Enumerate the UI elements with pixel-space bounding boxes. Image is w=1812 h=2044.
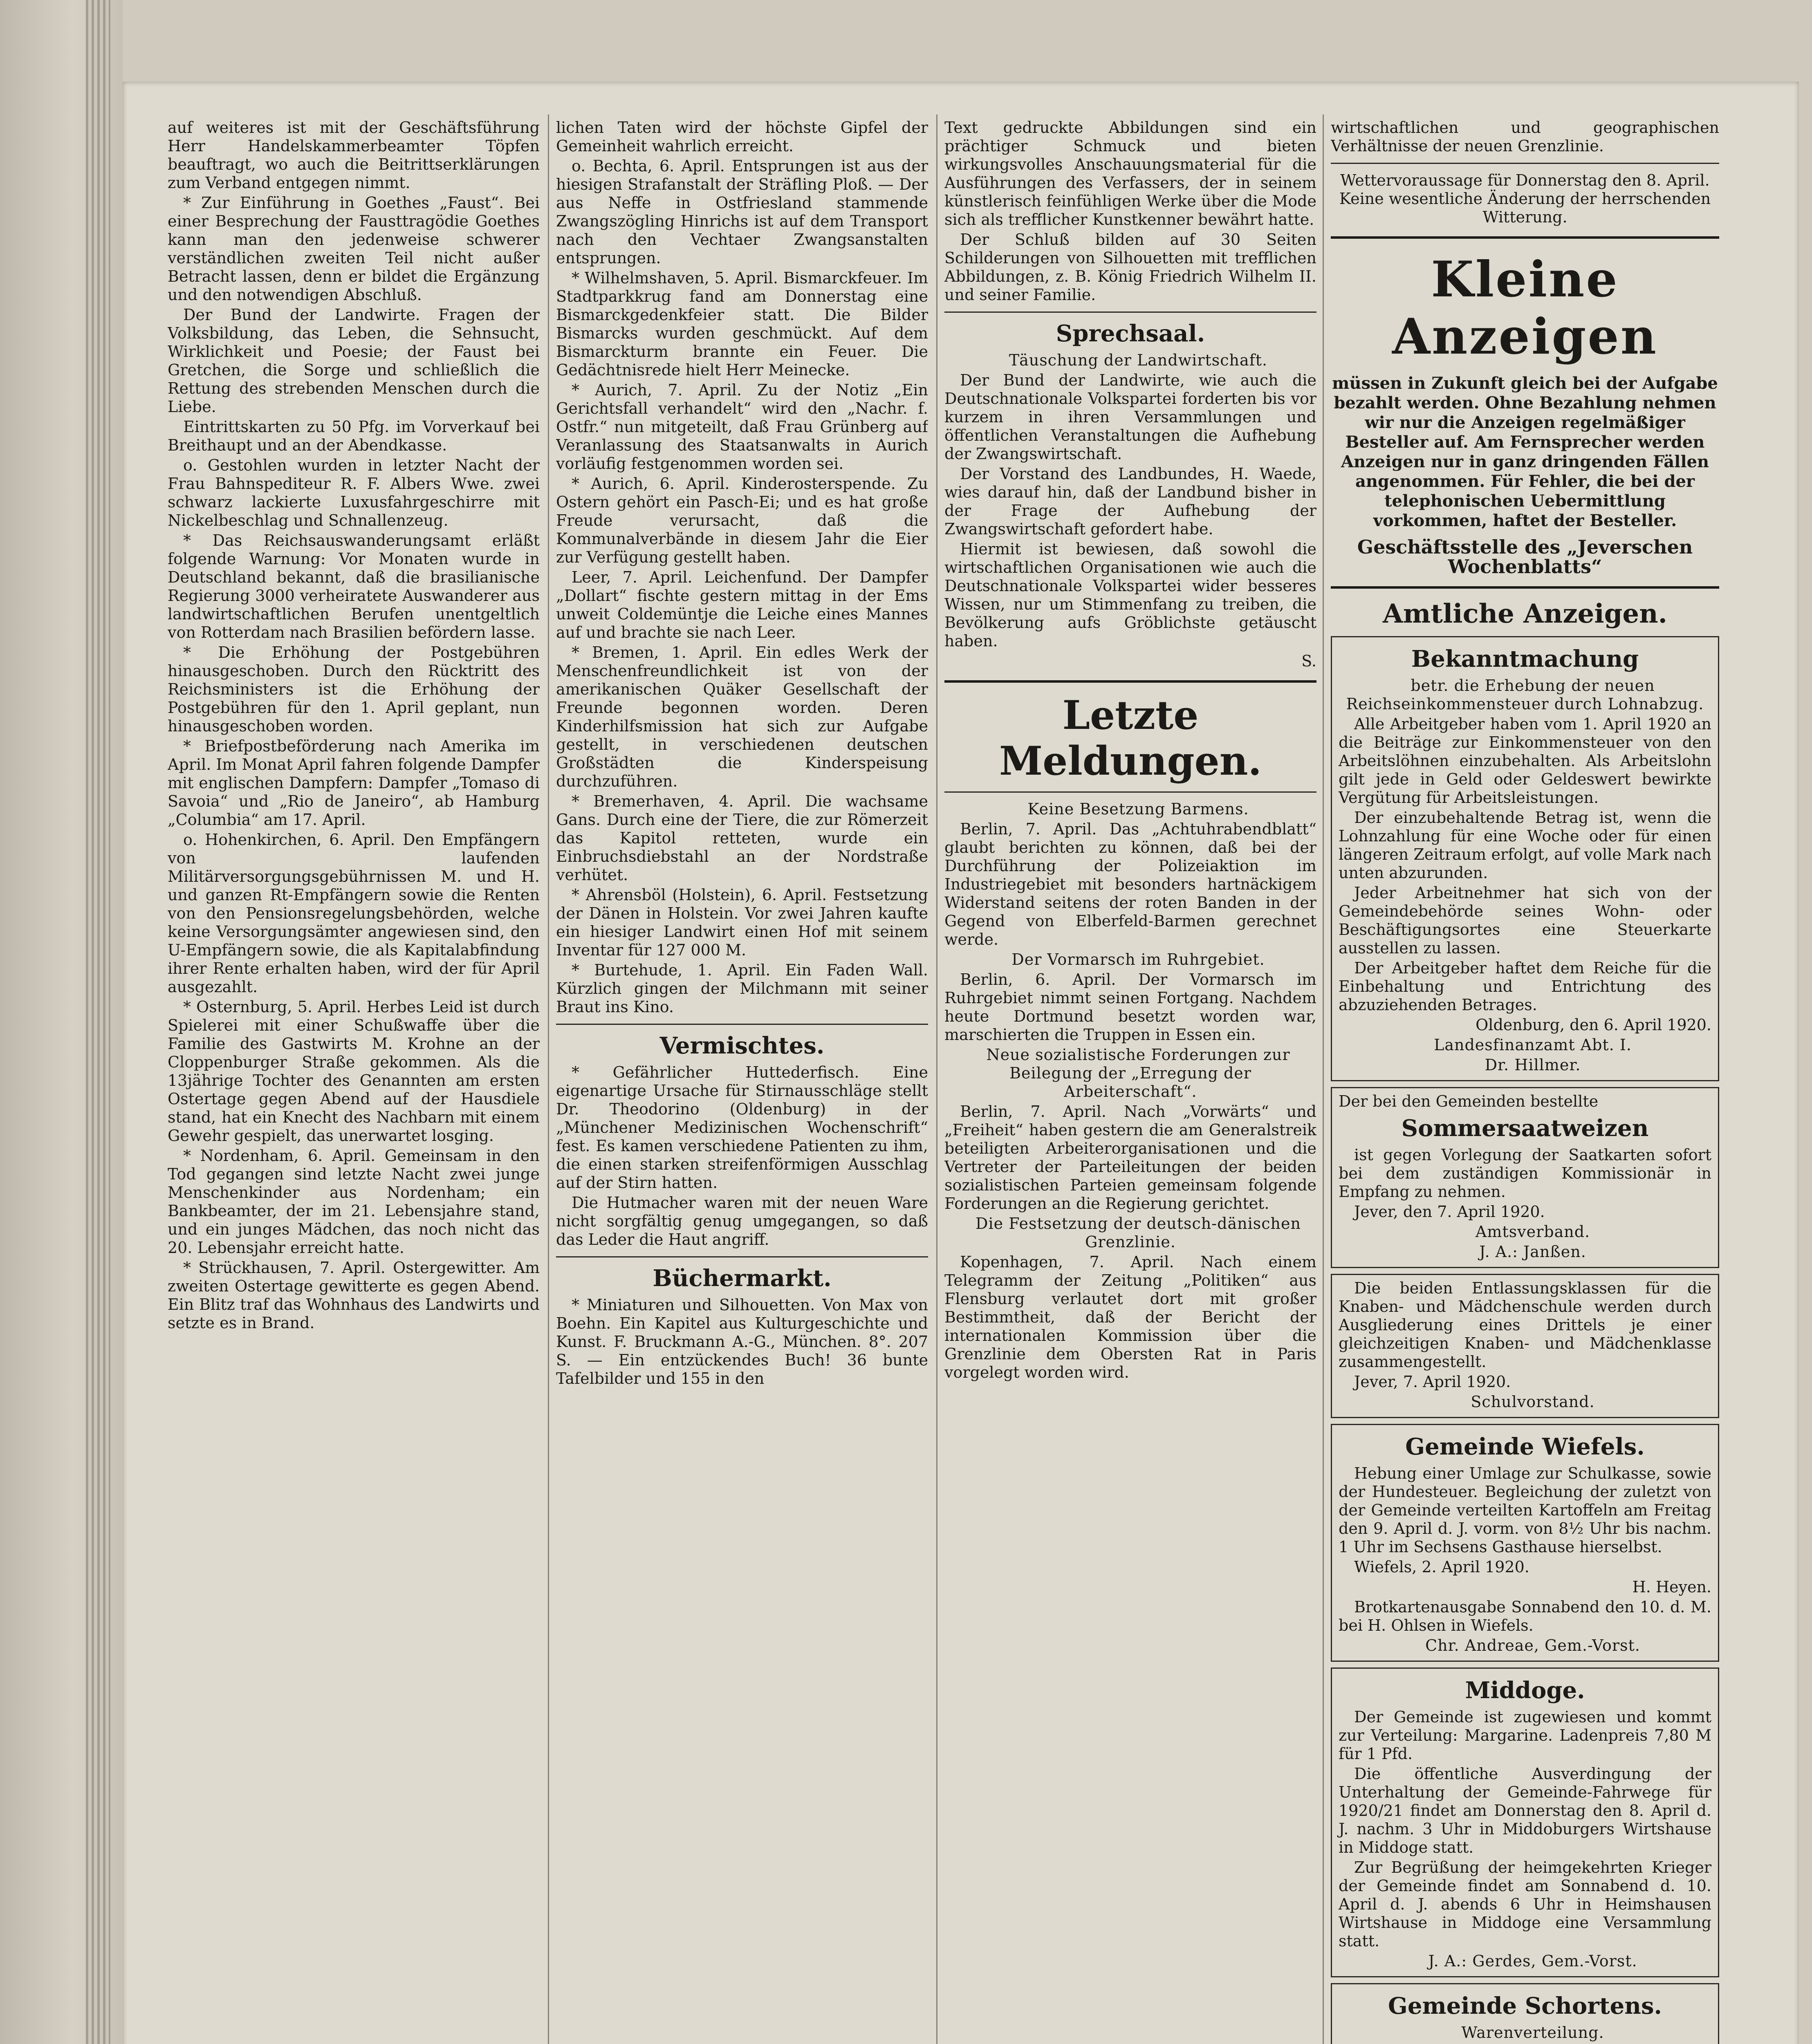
article-paragraph: * Bremen, 1. April. Ein edles Werk der Menschenfreundlichkeit ist von der amerikanischen Quäker Gesellschaft der Freunde begonnen worden. Deren Kinderhilfsmission hat sich zur Aufgabe gestellt, in verschiedenen deutschen Großstädten die Kinderspeisung durchzuführen. [556,643,928,790]
article-paragraph: Kopenhagen, 7. April. Nach einem Telegramm der Zeitung „Politiken“ aus Flensburg verlautet dort mit großer Bestimmtheit, daß der Bericht der internationalen Kommission über die Grenzlinie dem Obersten Rat in Paris vorgelegt worden wird. [944,1253,1316,1381]
notice-title: Middoge. [1465,1677,1585,1704]
article-paragraph: * Aurich, 6. April. Kinderosterspende. Zu Ostern gehört ein Pasch-Ei; und es hat große Freude verursacht, daß die Kommunalverbände in diesem Jahr die Eier zur Verfügung gestellt haben. [556,475,928,566]
notice-schortens [1331,1983,1719,2044]
notice-signature: Schulvorstand. [1471,1393,1595,1411]
notice-signature: J. A.: Gerdes, Gem.-Vorst. [1428,1952,1637,1970]
notice-paragraph: Zur Begrüßung der heimgekehrten Krieger der Gemeinde findet am Sonnabend d. 10. April d. J. abends 6 Uhr in Heimshausen Wirtshause in Middoge eine Versammlung statt. [1339,1858,1711,1950]
column-rule [548,114,549,2044]
notice-signature: H. Heyen. [1632,1578,1711,1596]
notice-place-date: Wiefels, 2. April 1920. [1354,1558,1529,1576]
notice-signature: Dr. Hillmer. [1485,1056,1581,1074]
notice-paragraph: Die beiden Entlassungsklassen für die Knaben- und Mädchenschule werden durch Ausgliederung eines Drittels je einer gleichzeitigen Knaben- und Mädchenklasse zusammengestellt. [1339,1279,1711,1371]
notice-subtitle: Warenverteilung. [1461,2024,1604,2042]
notice-place-date: Jever, 7. April 1920. [1354,1373,1511,1391]
article-paragraph: * Osternburg, 5. April. Herbes Leid ist durch Spielerei mit einer Schußwaffe über die Familie des Gastwirts M. Krohne an der Cloppenburger Straße gekommen. Als die 13jährige Tochter des Genannten am ersten Ostertage gegen Abend auf der Hausdiele stand, hat ein Knecht des Nachbarn mit einem Gewehr gespielt, das unerwartet losging. [168,998,540,1145]
ads-signature: Geschäftsstelle des „Jeverschen Wochenblatts“ [1357,536,1693,578]
article-paragraph: * Nordenham, 6. April. Gemeinsam in den Tod gegangen sind letzte Nacht zwei junge Menschenkinder aus Nordenham; ein Bankbeamter, der im 21. Lebensjahre stand, und ein junges Mädchen, das noch nicht das 20. Lebensjahr erreicht hatte. [168,1147,540,1257]
article-paragraph: * Wilhelmshaven, 5. April. Bismarckfeuer. Im Stadtparkkrug fand am Donnerstag eine Bismarckgedenkfeier statt. Die Bilder Bismarcks wurden geschmückt. Auf dem Bismarckturm brannte ein Feuer. Die Gedächtnisrede hielt Herr Meinecke. [556,269,928,379]
column-1 [168,119,540,2044]
section-divider [556,1256,928,1257]
article-paragraph: * Zur Einführung in Goethes „Faust“. Bei einer Besprechung der Fausttragödie Goethes kann man den jedenweise schwerer verständlichen zweiten Teil nicht außer Betracht lassen, denn er bildet die Ergänzung und den notwendigen Abschluß. [168,194,540,304]
article-signature: S. [1301,652,1316,670]
article-paragraph: * Strückhausen, 7. April. Ostergewitter. Am zweiten Ostertage gewitterte es gegen Abend. Ein Blitz traf das Wohnhaus des Landwirts und setzte es in Brand. [168,1259,540,1332]
article-paragraph: * Das Reichsauswanderungsamt erläßt folgende Warnung: Vor Monaten wurde in Deutschland bekannt, daß die brasilianische Regierung 3000 verheiratete Auswanderer aus landwirtschaftlichen Berufen unentgeltlich von Rotterdam nach Brasilien befördern lasse. [168,531,540,641]
article-paragraph: Leer, 7. April. Leichenfund. Der Dampfer „Dollart“ fischte gestern mittag in der Ems unweit Coldemüntje die Leiche eines Mannes auf und brachte sie nach Leer. [556,568,928,641]
notice-summer-wheat [1331,1087,1719,1268]
article-paragraph: Berlin, 6. April. Der Vormarsch im Ruhrgebiet nimmt seinen Fortgang. Nachdem heute Dortmund besetzt worden war, marschierten die Truppen in Essen ein. [944,970,1316,1044]
article-paragraph: * Ahrensböl (Holstein), 6. April. Festsetzung der Dänen in Holstein. Vor zwei Jahren kaufte ein hiesiger Landwirt einen Hof mit seinem Inventar für 127 000 M. [556,886,928,959]
article-paragraph: * Briefpostbeförderung nach Amerika im April. Im Monat April fahren folgende Dampfer mit englischen Dampfern: Dampfer „Tomaso di Savoia“ und „Rio de Janeiro“, ab Hamburg „Columbia“ am 17. April. [168,737,540,829]
article-paragraph: * Die Erhöhung der Postgebühren hinausgeschoben. Durch den Rücktritt des Reichsministers ist die Erhöhung der Postgebühren für den 1. April geplant, nun hinausgeschoben worden. [168,643,540,735]
book-binding [86,0,110,2044]
notice-paragraph: Brotkartenausgabe Sonnabend den 10. d. M. bei H. Ohlsen in Wiefels. [1339,1598,1711,1634]
notice-paragraph: Alle Arbeitgeber haben vom 1. April 1920 an die Beiträge zur Einkommensteuer von den Arbeitslöhnen einzubehalten. Als Arbeitslohn gilt jede in Geld oder Geldeswert bewirkte Vergütung für Arbeitsleistungen. [1339,715,1711,807]
notice-place-date: Oldenburg, den 6. April 1920. [1476,1016,1711,1034]
notice-income-tax [1331,636,1719,1081]
article-paragraph: Der Bund der Landwirte, wie auch die Deutschnationale Volkspartei forderten bis vor kurzem in ihren Versammlungen und öffentlichen Veranstaltungen die Aufhebung der Zwangswirtschaft. [944,371,1316,463]
column-4 [1331,119,1719,2044]
notice-subtitle: betr. die Erhebung der neuen Reichseinkommensteuer durch Lohnabzug. [1346,677,1704,713]
notice-paragraph: Hebung einer Umlage zur Schulkasse, sowie der Hundesteuer. Begleichung der zuletzt von der Gemeinde verteilten Kartoffeln am Freitag den 9. April d. J. vorm. von 8½ Uhr bis nachm. 1 Uhr im Sechsens Gasthause hierselbst. [1339,1464,1711,1556]
official-notices-title: Amtliche Anzeigen. [1383,598,1667,629]
column-3 [944,119,1316,2044]
notice-paragraph: Der einzubehaltende Betrag ist, wenn die Lohnzahlung für eine Woche oder für einen längeren Zeitraum erfolgt, auf volle Mark nach unten abzurunden. [1339,809,1711,882]
section-subheading: Neue sozialistische Forderungen zur Beilegung der „Erregung der Arbeiterschaft“. [986,1046,1290,1100]
article-paragraph: Die Hutmacher waren mit der neuen Ware nicht sorgfältig genug umgegangen, so daß das Leder die Haut angriff. [556,1194,928,1248]
notice-signature: J. A.: Janßen. [1479,1243,1586,1261]
notice-paragraph: ist gegen Vorlegung der Saatkarten sofort bei dem zuständigen Kommissionär in Empfang zu nehmen. [1339,1146,1711,1201]
article-paragraph: o. Gestohlen wurden in letzter Nacht der Frau Bahnspediteur R. F. Albers Wwe. zwei schwarz lackierte Luxusfahrgeschirre mit Nickelbeschlag und Schnallenzeug. [168,456,540,529]
notice-office: Amtsverband. [1475,1223,1590,1241]
column-2 [556,119,928,2044]
article-paragraph: lichen Taten wird der höchste Gipfel der Gemeinheit wahrlich erreicht. [556,119,928,155]
ads-notice: müssen in Zukunft gleich bei der Aufgabe bezahlt werden. Ohne Bezahlung nehmen wir nur die Anzeigen regelmäßiger Besteller auf. Am Fernsprecher werden Anzeigen nur in ganz dringenden Fällen angenommen. Für Fehler, die bei der telephonischen Uebermittlung vorkommen, haftet der Besteller. [1332,374,1718,530]
article-paragraph: * Burtehude, 1. April. Ein Faden Wall. Kürzlich gingen der Milchmann mit seiner Braut ins Kino. [556,961,928,1016]
article-paragraph: auf weiteres ist mit der Geschäftsführung Herr Handelskammerbeamter Töpfen beauftragt, wo auch die Beitrittserklärungen zum Verband entgegen nimmt. [168,119,540,192]
notice-signature: Chr. Andreae, Gem.-Vorst. [1425,1636,1640,1654]
section-heading-buechermarkt: Büchermarkt. [653,1265,832,1292]
notice-paragraph: Der Gemeinde ist zugewiesen und kommt zur Verteilung: Margarine. Ladenpreis 7,80 M für 1 Pfd. [1339,1708,1711,1763]
article-paragraph: Der Bund der Landwirte. Fragen der Volksbildung, das Leben, die Sehnsucht, Wirklichkeit und Poesie; der Faust bei Gretchen, die Sorge und schließlich die Rettung des strebenden Menschen durch die Liebe. [168,306,540,416]
article-paragraph: wirtschaftlichen und geographischen Verhältnisse der neuen Grenzlinie. [1331,119,1719,155]
section-divider [1331,163,1719,164]
notice-place-date: Jever, den 7. April 1920. [1354,1203,1545,1221]
notice-school [1331,1274,1719,1418]
article-paragraph: Der Vorstand des Landbundes, H. Waede, wies darauf hin, daß der Landbund bisher in der Frage der Aufhebung der Zwangswirtschaft gefordert habe. [944,465,1316,538]
section-subheading: Täuschung der Landwirtschaft. [1009,351,1268,369]
section-heading-vermischtes: Vermischtes. [659,1032,825,1059]
article-paragraph: Berlin, 7. April. Das „Achtuhrabendblatt“ glaubt berichten zu können, daß bei der Durchführung der Polizeiaktion im Industriegebiet mit besonders hartnäckigem Widerstand seitens der roten Banden in der Gegend von Elberfeld-Barmen gerechnet werde. [944,820,1316,948]
notice-title: Sommersaatweizen [1401,1115,1649,1142]
notice-wiefels [1331,1424,1719,1662]
notice-office: Landesfinanzamt Abt. I. [1434,1036,1632,1054]
article-paragraph: * Gefährlicher Huttederfisch. Eine eigenartige Ursache für Stirnausschläge stellt Dr. Theodorino (Oldenburg) in der „Münchener Medizinischen Wochenschrift“ fest. Es kamen verschiedene Patienten zu ihm, die einen starken streifenförmigen Ausschlag auf der Stirn hatten. [556,1063,928,1192]
weather-forecast: Wettervoraussage für Donnerstag den 8. April. Keine wesentliche Änderung der herrschenden Witterung. [1339,171,1711,226]
section-heading-sprechsaal: Sprechsaal. [1056,320,1205,347]
article-paragraph: Hiermit ist bewiesen, daß sowohl die wirtschaftlichen Organisationen wie auch die Deutschnationale Volkspartei wider besseres Wissen, nur um Stimmenfang zu treiben, die Bevölkerung aufs Gröblichste getäuscht haben. [944,540,1316,650]
notice-title: Gemeinde Wiefels. [1405,1433,1645,1460]
ads-title: Kleine Anzeigen [1392,251,1658,365]
article-paragraph: Der Schluß bilden auf 30 Seiten Schilderungen von Silhouetten mit trefflichen Abbildungen, z. B. König Friedrich Wilhelm II. und seiner Familie. [944,231,1316,304]
notice-pretext: Der bei den Gemeinden bestellte [1339,1092,1599,1110]
section-divider [556,1024,928,1025]
section-divider [1331,586,1719,589]
section-divider [944,680,1316,683]
section-subheading: Die Festsetzung der deutsch-dänischen Grenzlinie. [976,1215,1301,1251]
article-paragraph: o. Hohenkirchen, 6. April. Den Empfängern von laufenden Militärversorgungsgebührnissen M. und H. und ganzen Rt-Empfängern sowie die Renten von den Pensionsregelungsbehörden, welche keine Versorgungsämter angewiesen sind, den U-Empfängern sowie, die als Kapitalabfindung ihrer Rente erhalten haben, wird der für April ausgezahlt. [168,831,540,996]
notice-middoge [1331,1667,1719,1977]
notice-paragraph: Der Arbeitgeber haftet dem Reiche für die Einbehaltung und Entrichtung des abzuziehenden Betrages. [1339,959,1711,1014]
section-divider [944,791,1316,793]
section-subheading: Der Vormarsch im Ruhrgebiet. [1011,950,1265,968]
notice-title: Bekanntmachung [1411,645,1639,672]
section-heading-letzte-meldungen: Letzte Meldungen. [999,692,1262,784]
section-subheading: Keine Besetzung Barmens. [1027,800,1249,818]
column-rule [936,114,937,2044]
article-paragraph: Eintrittskarten zu 50 Pfg. im Vorverkauf bei Breithaupt und an der Abendkasse. [168,418,540,454]
notice-paragraph: Jeder Arbeitnehmer hat sich von der Gemeindebehörde seines Wohn- oder Beschäftigungsortes eine Steuerkarte ausstellen zu lassen. [1339,884,1711,957]
section-divider [944,312,1316,313]
article-paragraph: * Bremerhaven, 4. April. Die wachsame Gans. Durch eine der Tiere, die zur Römerzeit das Kapitol retteten, wurde ein Einbruchsdiebstahl an der Nordstraße verhütet. [556,792,928,884]
notice-paragraph: Die öffentliche Ausverdingung der Unterhaltung der Gemeinde-Fahrwege für 1920/21 findet am Donnerstag den 8. April d. J. nachm. 3 Uhr in Middoburgers Wirtshause in Middoge statt. [1339,1765,1711,1856]
notice-title: Gemeinde Schortens. [1388,1992,1662,2019]
article-paragraph: Berlin, 7. April. Nach „Vorwärts“ und „Freiheit“ haben gestern die am Generalstreik beteiligten Arbeiterorganisationen und die Vertreter der Parteileitungen der beiden sozialistischen Parteien gemeinsam folgende Forderungen an die Regierung gerichtet. [944,1103,1316,1213]
article-paragraph: o. Bechta, 6. April. Entsprungen ist aus der hiesigen Strafanstalt der Sträfling Ploß. — Der aus Neffe in Ostfriesland stammende Zwangszögling Hinrichs ist auf dem Transport nach den Vechtaer Zwangsanstalten entsprungen. [556,157,928,267]
column-rule [1323,114,1324,2044]
article-paragraph: * Miniaturen und Silhouetten. Von Max von Boehn. Ein Kapitel aus Kulturgeschichte und Kunst. F. Bruckmann A.-G., München. 8°. 207 S. — Ein entzückendes Buch! 36 bunte Tafelbilder und 155 in den [556,1296,928,1387]
section-divider [1331,236,1719,239]
article-paragraph: Text gedruckte Abbildungen sind ein prächtiger Schmuck und bieten wirkungsvolles Anschauungsmaterial für die Ausführungen des Verfassers, der in seinem künstlerisch feinfühligen Werke über die Mode sich als trefflicher Kunstkenner bewährt hatte. [944,119,1316,229]
article-paragraph: * Aurich, 7. April. Zu der Notiz „Ein Gerichtsfall verhandelt“ wird den „Nachr. f. Ostfr.“ nun mitgeteilt, daß Frau Grünberg auf Veranlassung des Staatsanwalts in Aurich vorläufig festgenommen worden sei. [556,381,928,473]
